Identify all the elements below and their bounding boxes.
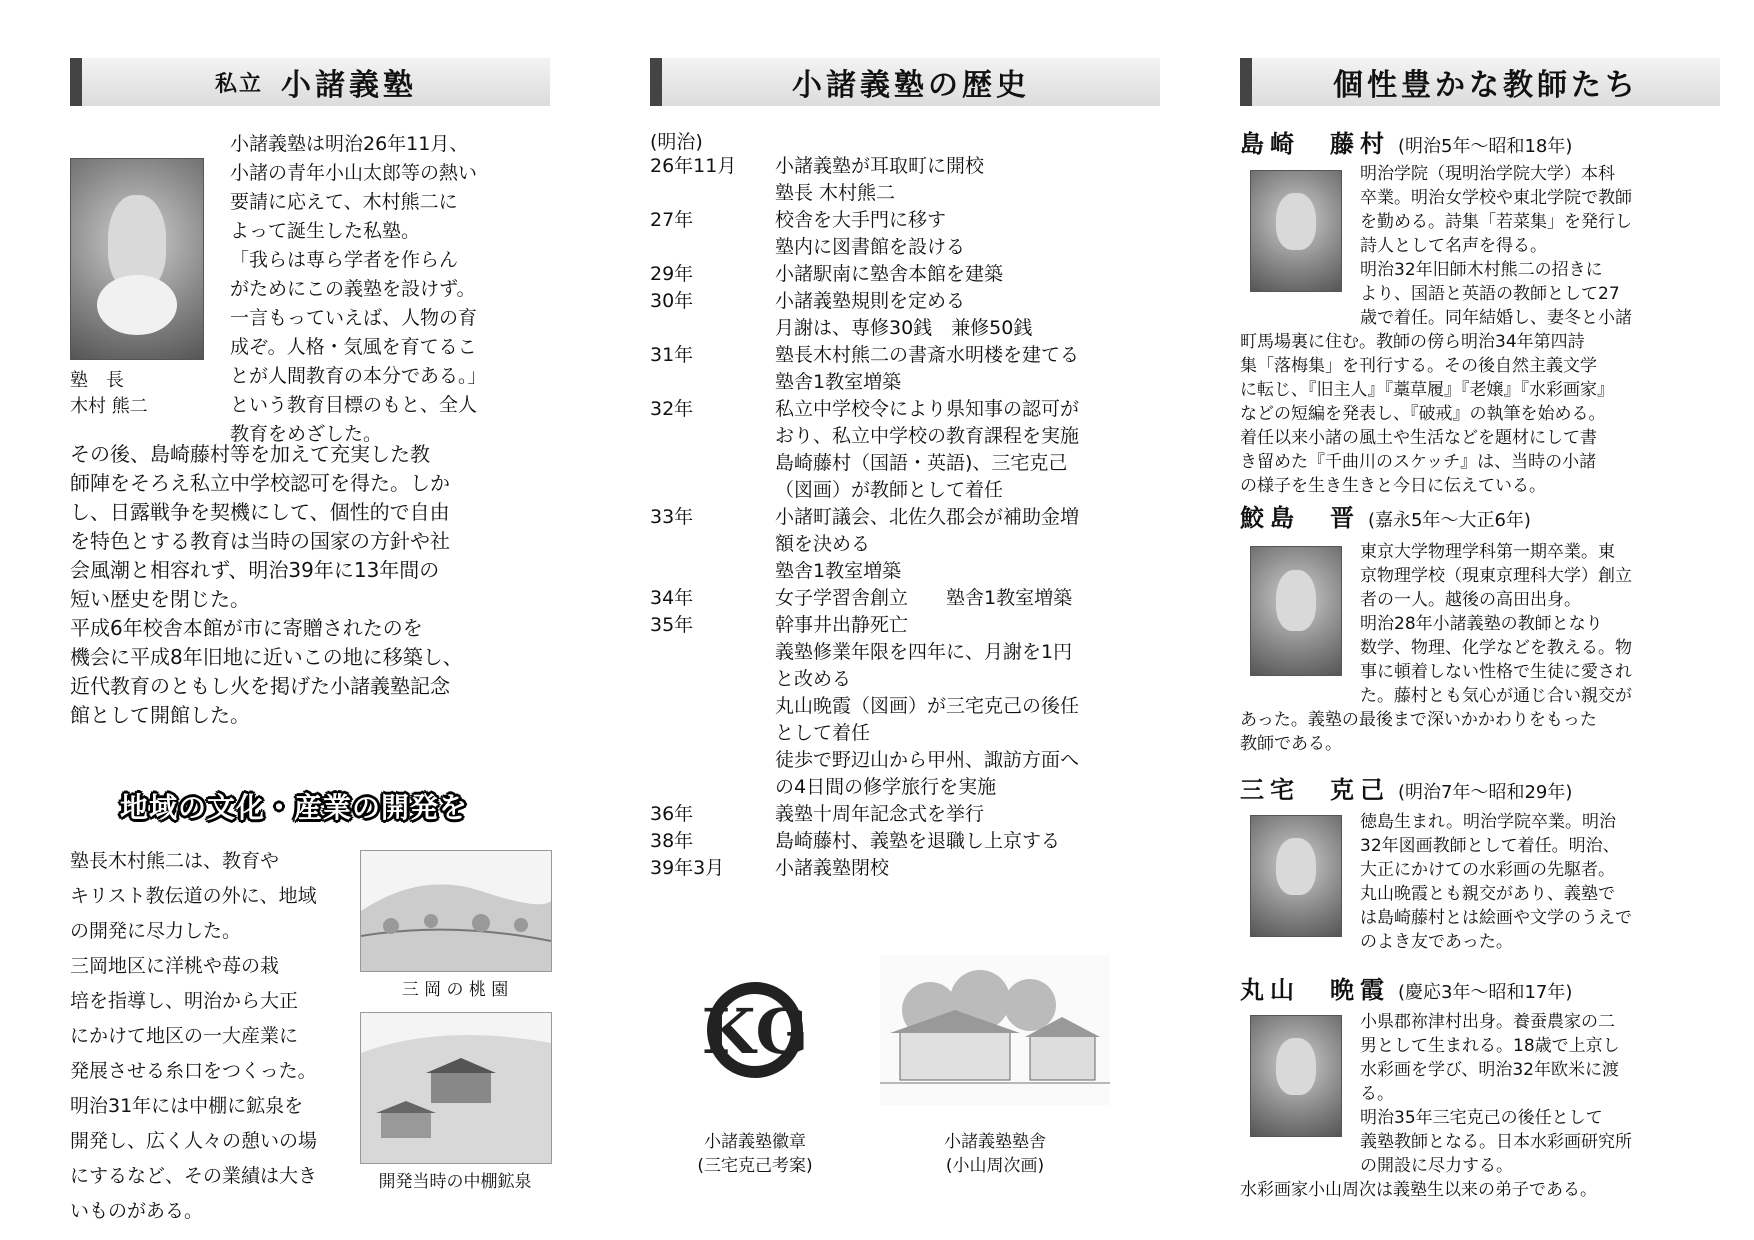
teacher-name: 丸山 晩霞 (慶応3年〜昭和17年) (1240, 976, 1573, 1004)
photo-peach-orchard (360, 850, 552, 972)
bio-line: 着任以来小諸の風土や生活などを題材にして書 (1240, 428, 1597, 448)
timeline-year: 32年 (650, 398, 694, 420)
intro-line: がためにこの義塾を設けず。 (230, 278, 476, 300)
summary-line: 師陣をそろえ私立中学校認可を得た。しか (70, 471, 450, 495)
photo-nakadana-spring (360, 1012, 552, 1164)
bio-line: 水彩画家小山周次は義塾生以来の弟子である。 (1240, 1180, 1597, 1200)
timeline-year: 34年 (650, 587, 694, 609)
bio-line: 明治28年小諸義塾の教師となり (1360, 614, 1603, 634)
bio-line: 京物理学校（現東京理科大学）創立 (1360, 566, 1632, 586)
bio-line: 丸山晩霞とも親交があり、義塾で (1360, 884, 1615, 904)
bio-line: 教師である。 (1240, 734, 1342, 754)
timeline-year: 29年 (650, 263, 694, 285)
timeline-event: 女子学習舎創立 塾舎1教室増築 (775, 587, 1073, 609)
teacher-bio (1240, 540, 1720, 756)
timeline-year: 36年 (650, 803, 694, 825)
bio-line: などの短編を発表し、『破戒』の執筆を始める。 (1240, 404, 1606, 424)
timeline-event: 島崎藤村、義塾を退職し上京する (775, 830, 1061, 852)
timeline-year: 35年 (650, 614, 694, 636)
timeline-event: の4日間の修学旅行を実施 (775, 776, 997, 798)
timeline-event: 幹事井出静死亡 (775, 614, 909, 636)
school-building-caption: 小諸義塾塾舎 (小山周次画) (944, 1132, 1046, 1176)
history-summary-text (70, 440, 550, 730)
bio-line: 男として生まれる。18歳で上京し (1360, 1036, 1620, 1056)
timeline-event: （図画）が教師として着任 (775, 479, 1004, 501)
intro-line: 要請に応えて、木村熊二に (230, 191, 458, 213)
timeline-event: 小諸駅南に塾舎本館を建築 (775, 263, 1004, 285)
caption-peach-orchard: 三 岡 の 桃 園 (401, 980, 509, 1000)
timeline-event: 塾舎1教室増築 (775, 560, 902, 582)
teacher-dates: (明治5年〜昭和18年) (1398, 136, 1573, 157)
bio-line: き留めた『千曲川のスケッチ』は、当時の小諸 (1240, 452, 1597, 472)
section-title-regional-development: 地域の文化・産業の開発を (120, 791, 469, 824)
timeline-row (650, 504, 1160, 585)
bio-line: た。藤村とも気心が通じ合い親交が (1360, 686, 1632, 706)
development-line: の開発に尽力した。 (70, 920, 242, 942)
intro-line: とが人間教育の本分である。」 (230, 365, 487, 387)
summary-line: 機会に平成8年旧地に近いこの地に移築し、 (70, 645, 463, 669)
timeline-era: (明治) (650, 131, 703, 153)
bio-line: 東京大学物理学科第一期卒業。東 (1360, 542, 1615, 562)
timeline-row (650, 855, 1160, 882)
intro-line: 一言もっていえば、人物の育 (230, 307, 478, 329)
timeline-event: おり、私立中学校の教育課程を実施 (775, 425, 1080, 447)
school-emblem (700, 965, 810, 1095)
timeline-row (650, 153, 1160, 207)
section-header-teachers: 個性豊かな教師たち (1240, 58, 1720, 106)
bio-line: に転じ、『旧主人』『藁草履』『老嬢』『水彩画家』 (1240, 380, 1614, 400)
timeline-event: 徒歩で野辺山から甲州、諏訪方面へ (775, 749, 1080, 771)
timeline-event: 小諸義塾が耳取町に開校 (775, 155, 985, 177)
teacher-bio (1240, 810, 1720, 954)
emblem-caption: 小諸義塾徽章 (三宅克己考案) (697, 1132, 813, 1176)
timeline-year: 31年 (650, 344, 694, 366)
timeline-year: 30年 (650, 290, 694, 312)
intro-line: 小諸義塾は明治26年11月、 (230, 133, 469, 155)
timeline-row (650, 342, 1160, 396)
timeline-event: 小諸義塾閉校 (775, 857, 890, 879)
bio-line: 者の一人。越後の高田出身。 (1360, 590, 1581, 610)
timeline-event: 小諸町議会、北佐久郡会が補助金増 (775, 506, 1080, 528)
timeline-event: 額を決める (775, 533, 871, 555)
timeline-row (650, 207, 1160, 261)
development-line: にするなど、その業績は大き (70, 1165, 318, 1187)
bio-line: 徳島生まれ。明治学院卒業。明治 (1360, 812, 1617, 832)
section-header-founding (70, 58, 550, 106)
intro-line: という教育目標のもと、全人 (230, 394, 478, 416)
intro-line: 小諸の青年小山太郎等の熱い (230, 162, 478, 184)
bio-line: の様子を生き生きと今日に伝えている。 (1240, 476, 1546, 496)
bio-line: 明治32年旧師木村熊二の招きに (1360, 260, 1603, 280)
summary-line: を特色とする教育は当時の国家の方針や社 (70, 529, 450, 553)
bio-line: のよき友であった。 (1360, 932, 1513, 952)
section-header-history: 小諸義塾の歴史 (650, 58, 1160, 106)
bio-line: を勤める。詩集「若菜集」を発行し (1360, 212, 1632, 232)
bio-line: 事に頓着しない性格で生徒に愛され (1360, 662, 1632, 682)
column-founding (70, 0, 550, 1240)
bio-line: 集「落梅集」を刊行する。その後自然主義文学 (1240, 356, 1597, 376)
teacher-name: 鮫島 晋 (嘉永5年〜大正6年) (1240, 504, 1531, 532)
development-line: いものがある。 (70, 1200, 204, 1222)
timeline-row (650, 261, 1160, 288)
bio-line: 明治35年三宅克己の後任として (1360, 1108, 1603, 1128)
timeline-event: 島崎藤村（国語・英語)、三宅克己 (775, 452, 1068, 474)
timeline-event: 塾長 木村熊二 (775, 182, 896, 204)
timeline-row (650, 585, 1160, 612)
teacher-bio (1240, 1010, 1720, 1202)
portrait-kimura (70, 158, 204, 360)
summary-line: 平成6年校舎本館が市に寄贈されたのを (70, 616, 423, 640)
column-teachers (1240, 0, 1720, 1240)
timeline-event: と改める (775, 668, 852, 690)
development-line: 明治31年には中棚に鉱泉を (70, 1095, 304, 1117)
summary-line: 近代教育のともし火を掲げた小諸義塾記念 (70, 674, 450, 698)
teacher-dates: (嘉永5年〜大正6年) (1368, 510, 1531, 531)
timeline-year: 33年 (650, 506, 694, 528)
caption-nakadana-spring: 開発当時の中棚鉱泉 (378, 1172, 532, 1192)
timeline-event: 義塾十周年記念式を挙行 (775, 803, 985, 825)
timeline-row (650, 288, 1160, 342)
development-line: キリスト教伝道の外に、地域 (70, 885, 317, 907)
school-building-drawing (880, 955, 1110, 1105)
timeline-event: 塾長木村熊二の書斎水明楼を建てる (775, 344, 1080, 366)
regional-development-text (70, 844, 360, 1229)
timeline-event: 塾内に図書館を設ける (775, 236, 966, 258)
timeline-year: 38年 (650, 830, 694, 852)
bio-line: 明治学院（現明治学院大学）本科 (1360, 164, 1615, 184)
timeline-event: 丸山晩霞（図画）が三宅克己の後任 (775, 695, 1080, 717)
teacher-dates: (慶応3年〜昭和17年) (1398, 982, 1573, 1003)
bio-line: 水彩画を学び、明治32年欧米に渡 (1360, 1060, 1619, 1080)
timeline-year: 39年3月 (650, 857, 725, 879)
summary-line: 会風潮と相容れず、明治39年に13年間の (70, 558, 440, 582)
timeline-year: 27年 (650, 209, 694, 231)
teacher-dates: (明治7年〜昭和29年) (1398, 782, 1573, 803)
development-line: 培を指導し、明治から大正 (70, 990, 299, 1012)
summary-line: その後、島崎藤村等を加えて充実した教 (70, 442, 430, 466)
timeline-event: 私立中学校令により県知事の認可が (775, 398, 1080, 420)
bio-line: 歳で着任。同年結婚し、妻冬と小諸 (1360, 308, 1632, 328)
header-prefix: 私立 (214, 71, 263, 97)
bio-line: 数学、物理、化学などを教える。物 (1360, 638, 1632, 658)
intro-line: 成ぞ。人格・気風を育てるこ (230, 336, 477, 358)
timeline-event: 校舎を大手門に移す (775, 209, 947, 231)
bio-line: 32年図画教師として着任。明治、 (1360, 836, 1620, 856)
bio-line: 町馬場裏に住む。教師の傍ら明治34年第四詩 (1240, 332, 1585, 352)
timeline-row (650, 612, 1160, 801)
summary-line: し、日露戦争を契機にして、個性的で自由 (70, 500, 450, 524)
timeline-row (650, 801, 1160, 828)
development-line: 開発し、広く人々の憩いの場 (70, 1130, 318, 1152)
summary-line: 館として開館した。 (70, 703, 250, 727)
bio-line: 義塾教師となる。日本水彩画研究所 (1360, 1132, 1632, 1152)
emblem-letter: KG (701, 995, 809, 1068)
intro-text (230, 130, 550, 449)
bio-line: あった。義塾の最後まで深いかかわりをもった (1240, 710, 1597, 730)
development-line: にかけて地区の一大産業に (70, 1025, 299, 1047)
intro-line: 教育をめざした。 (230, 423, 383, 445)
bio-line: より、国語と英語の教師として27 (1360, 284, 1620, 304)
bio-line: 詩人として名声を得る。 (1360, 236, 1547, 256)
development-line: 三岡地区に洋桃や苺の栽 (70, 955, 280, 977)
header-title: 小諸義塾 (281, 68, 417, 103)
timeline-event: 義塾修業年限を四年に、月謝を1円 (775, 641, 1073, 663)
bio-line: 大正にかけての水彩画の先駆者。 (1360, 860, 1615, 880)
timeline-row (650, 396, 1160, 504)
bio-line: る。 (1360, 1084, 1394, 1104)
intro-line: 「我らは専ら学者を作らん (230, 249, 459, 271)
timeline-event: 小諸義塾規則を定める (775, 290, 966, 312)
bio-line: の開設に尽力する。 (1360, 1156, 1513, 1176)
timeline-event: として着任 (775, 722, 871, 744)
bio-line: 小県郡祢津村出身。養蚕農家の二 (1360, 1012, 1615, 1032)
timeline-row (650, 828, 1160, 855)
summary-line: 短い歴史を閉じた。 (70, 587, 250, 611)
timeline-year: 26年11月 (650, 155, 737, 177)
bio-line: 卒業。明治女学校や東北学院で教師 (1360, 188, 1632, 208)
teacher-name: 島崎 藤村 (明治5年〜昭和18年) (1240, 130, 1573, 158)
portrait-caption: 塾 長 木村 熊二 (70, 370, 148, 417)
teacher-bio (1240, 162, 1720, 498)
timeline-event: 塾舎1教室増築 (775, 371, 902, 393)
bio-line: は島崎藤村とは絵画や文学のうえで (1360, 908, 1632, 928)
development-line: 発展させる糸口をつくった。 (70, 1060, 317, 1082)
teacher-name: 三宅 克己 (明治7年〜昭和29年) (1240, 776, 1573, 804)
development-line: 塾長木村熊二は、教育や (70, 850, 280, 872)
column-history (650, 0, 1160, 1240)
intro-line: よって誕生した私塾。 (230, 220, 421, 242)
timeline-event: 月謝は、専修30銭 兼修50銭 (775, 317, 1033, 339)
